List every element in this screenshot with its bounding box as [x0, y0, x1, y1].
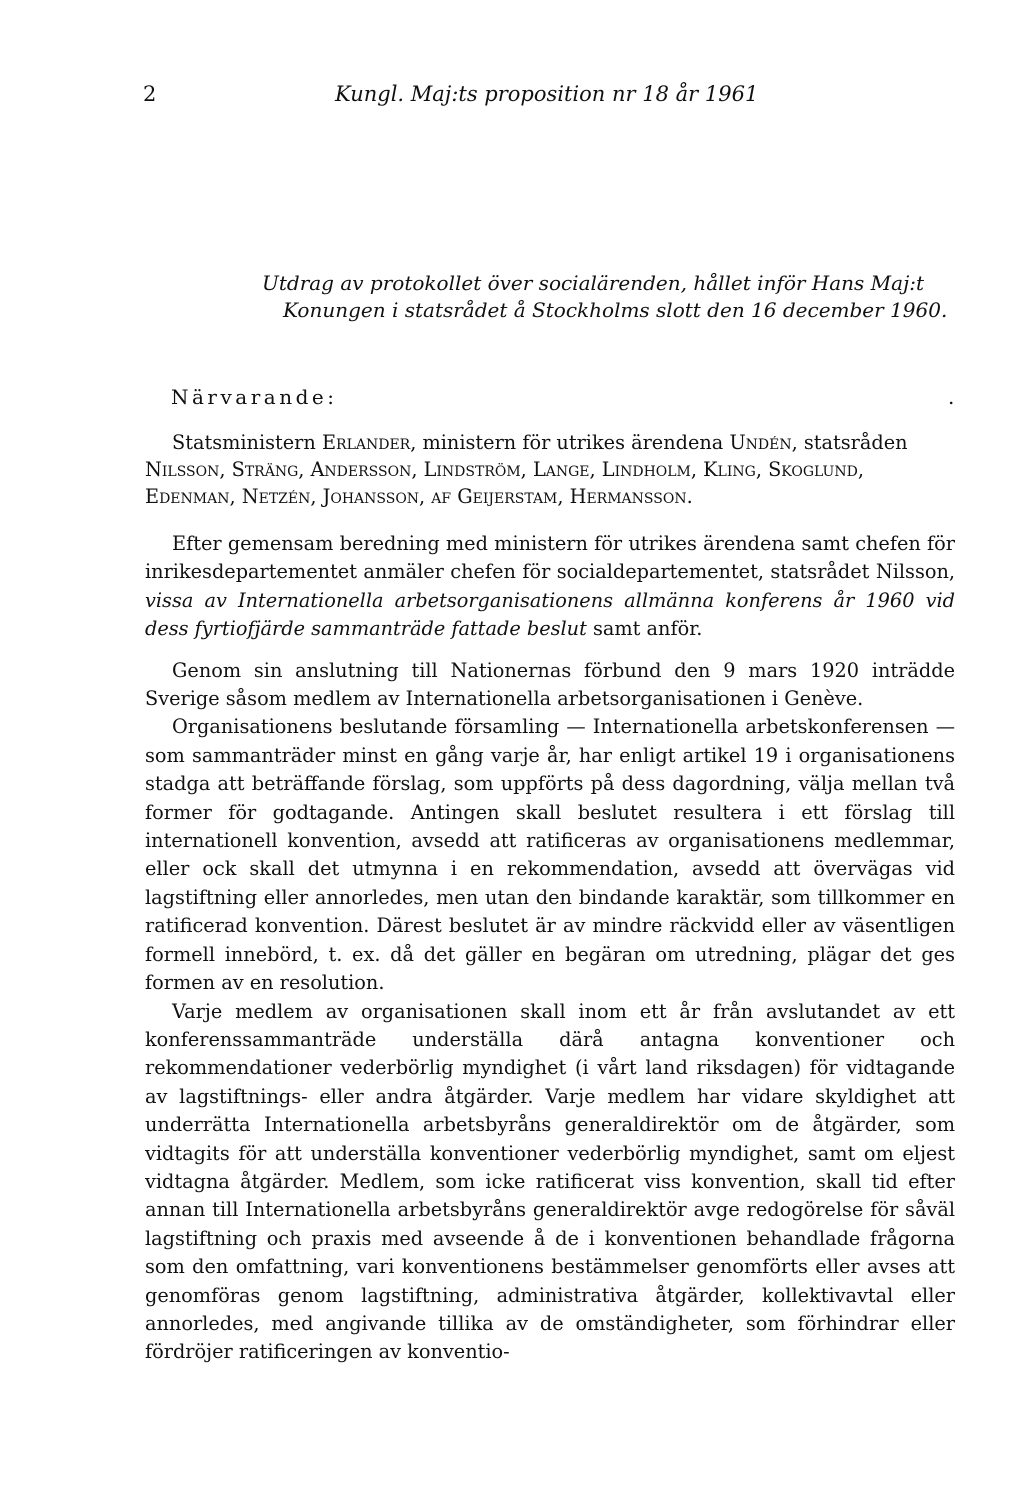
paragraph-3: Organisationens beslutande församling — Internationella arbetskonferensen — som sammanträder minst en gång varje år, har enligt artikel 19 i organisationens stadga att beträffande förslag, som uppförts på dess dagordning, välja mellan två former för godtagande. Antingen skall beslutet resultera i ett förslag till internationell konvention, avsedd att ratificeras av organisationens medlemmar, eller ock skall det utmynna i en rekommendation, avsedd att övervägas vid lagstiftning eller annorledes, men utan den bindande karaktär, som tillkommer en ratificerad konvention. Därest beslutet är av mindre räckvidd eller av väsentligen formell innebörd, t. ex. då det gäller en begäran om utredning, plägar det ges formen av en resolution. [145, 715, 955, 995]
paragraph-1 [145, 530, 955, 644]
ministers-text-2: , ministern för utrikes ärendena [410, 431, 730, 454]
page-number: 2 [143, 82, 157, 106]
ministers-end: . [686, 485, 693, 508]
paragraph-1-italic: vissa av Internationella arbetsorganisationens allmänna konferens år 1960 vid dess fyrtiofjärde sammanträde fattade beslut [145, 588, 955, 641]
ministers-list [145, 429, 955, 510]
paragraph-1-text-a: Efter gemensam beredning med ministern för utrikes ärendena samt chefen för inrikesdepartementet anmäler chefen för socialdepartementet, statsrådet Nilsson, [145, 532, 955, 584]
paragraph-4: Varje medlem av organisationen skall inom ett år från avslutandet av ett konferenssammanträde underställa därå antagna konventioner och rekommendationer vederbörlig myndighet (i vårt land riksdagen) för vidtagande av lagstiftnings- eller andra åtgärder. Varje medlem har vidare skyldighet att underrätta Internationella arbetsbyråns generaldirektör om de åtgärder, som vidtagits för att underställa konventioner vederbörlig myndighet, samt om eljest vidtagna åtgärder. Medlem, som icke ratificerat viss konvention, skall tid efter annan till Internationella arbetsbyråns generaldirektör avge redogörelse för såväl lagstiftning och praxis med avseende å de i konventionen behandlade frågorna som den omfattning, vari konventionens bestämmelser genomförts eller avses att genomföras genom lagstiftning, administrativa åtgärder, kollektivavtal eller annorledes, med angivande tillika av de omständigheter, som förhindrar eller fördröjer ratificeringen av konventio- [145, 999, 955, 1364]
present-dot: . [948, 385, 955, 409]
minister-unden: Undén [729, 431, 792, 454]
protocol-heading: Utdrag av protokollet över socialärenden, hållet inför Hans Maj:t Konungen i statsrådet å Stockholms slott den 16 december 1960. [262, 271, 948, 322]
ministers-names: Nilsson, Sträng, Andersson, Lindström, Lange, Lindholm, Kling, Skoglund, Edenman, Netzén, Johansson, af Geijerstam, Hermansson [145, 458, 864, 508]
body-text [145, 530, 955, 1367]
paragraph-2: Genom sin anslutning till Nationernas förbund den 9 mars 1920 inträdde Sverige såsom medlem av Internationella arbetsorganisationen i Genève. [145, 658, 955, 711]
paragraph-1-text-b: samt anför. [586, 617, 703, 641]
ministers-text-3: , statsråden [791, 431, 908, 454]
running-title: Kungl. Maj:ts proposition nr 18 år 1961 [335, 82, 759, 106]
present-label: Närvarande: [171, 385, 338, 409]
ministers-text-1: Statsministern [172, 431, 322, 454]
minister-erlander: Erlander [321, 431, 411, 454]
